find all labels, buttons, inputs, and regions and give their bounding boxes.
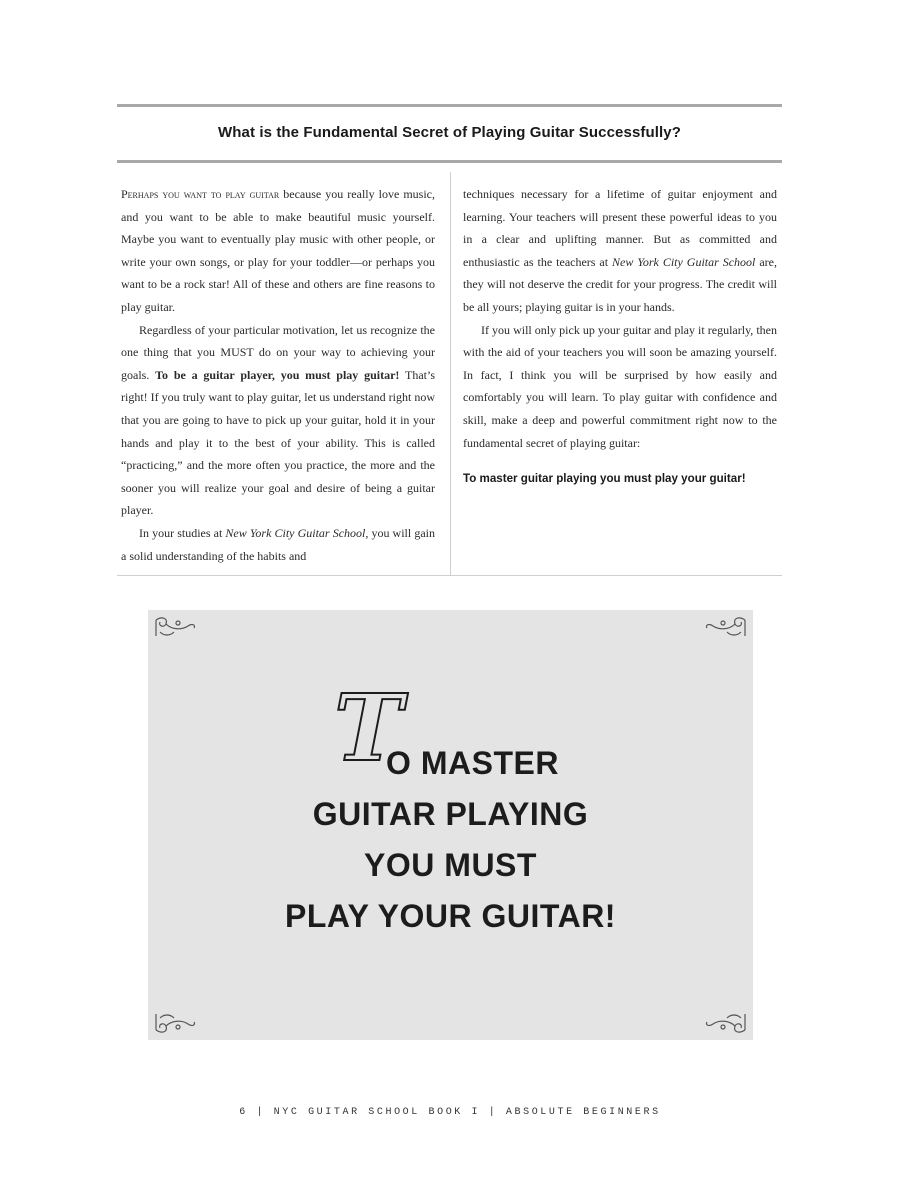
flourish-ornament-icon: [701, 1010, 749, 1036]
callout-box: [148, 610, 753, 1040]
flourish-ornament-icon: [152, 614, 200, 640]
callout-line-3: YOU MUST: [364, 847, 537, 883]
left-p2-text-b: That’s right! If you truly want to play guitar, let us understand right now that you are going to have to pick up your guitar, hold it in your hands and play it to the best of your ability. This is called “practicing,” and the more often you practice, the more and the sooner you will realize your goal and desire of being a guitar player.: [121, 367, 435, 518]
left-p1-text: because you really love music, and you want to be able to make beautiful music yourself. Maybe you want to eventually play music with other people, or write your own songs, or play for your toddler—or perhaps you want to be a rock star! All of these and others are fine reasons to play guitar.: [121, 187, 435, 314]
right-paragraph-1: [463, 183, 777, 319]
right-column: [463, 183, 777, 491]
right-p1-text-a: techniques necessary for a lifetime of guitar enjoyment and learning. Your teachers will present these powerful ideas to you in a clear and uplifting manner. But as committed and enthusiastic as the teachers at: [463, 187, 777, 269]
left-paragraph-2: [121, 319, 435, 522]
page-footer: 6 | NYC GUITAR SCHOOL BOOK I | ABSOLUTE BEGINNERS: [239, 1107, 661, 1118]
left-p3-text-b: you will gain a solid understanding of the habits and: [121, 525, 435, 563]
right-p1-italic: New York City Guitar School: [612, 254, 756, 269]
callout-headline: [148, 674, 753, 942]
section-end-rule: [117, 575, 782, 576]
drop-cap-letter: T: [334, 674, 403, 782]
left-p3-text-a: In your studies at: [139, 525, 226, 540]
callout-line-4: PLAY YOUR GUITAR!: [285, 898, 616, 934]
callout-line-1: [334, 674, 559, 789]
left-paragraph-3: [121, 522, 435, 567]
left-p3-italic: New York City Guitar School,: [225, 525, 369, 540]
left-p2-text-a: Regardless of your particular motivation, let us recognize the one thing that you MUST do on your way to achieving your goals.: [121, 322, 435, 382]
lead-in-text: Perhaps you want to play guitar: [121, 187, 280, 201]
left-column: [121, 183, 435, 567]
callout-line-1-rest: O MASTER: [386, 745, 559, 781]
callout-line-2: GUITAR PLAYING: [312, 796, 589, 832]
right-paragraph-2: If you will only pick up your guitar and play it regularly, then with the aid of your teachers you will soon be amazing yourself. In fact, I think you will be surprised by how easily and comfortably you will learn. To play guitar with confidence and skill, make a deep and powerful commitment right now to the fundamental secret of playing guitar:: [463, 322, 777, 450]
right-p1-text-b: are, they will not deserve the credit for your progress. The credit will be all yours; playing guitar is in your hands.: [463, 254, 777, 314]
flourish-ornament-icon: [701, 614, 749, 640]
takeaway-statement: To master guitar playing you must play your guitar!: [463, 472, 746, 486]
heading-bottom-rule: [117, 160, 782, 163]
column-divider: [450, 172, 451, 575]
flourish-ornament-icon: [152, 1010, 200, 1036]
heading-top-rule: [117, 104, 782, 107]
left-paragraph-1: [121, 183, 435, 319]
section-heading: What is the Fundamental Secret of Playing Guitar Successfully?: [218, 124, 681, 141]
left-p2-bold: To be a guitar player, you must play guitar!: [155, 367, 400, 382]
